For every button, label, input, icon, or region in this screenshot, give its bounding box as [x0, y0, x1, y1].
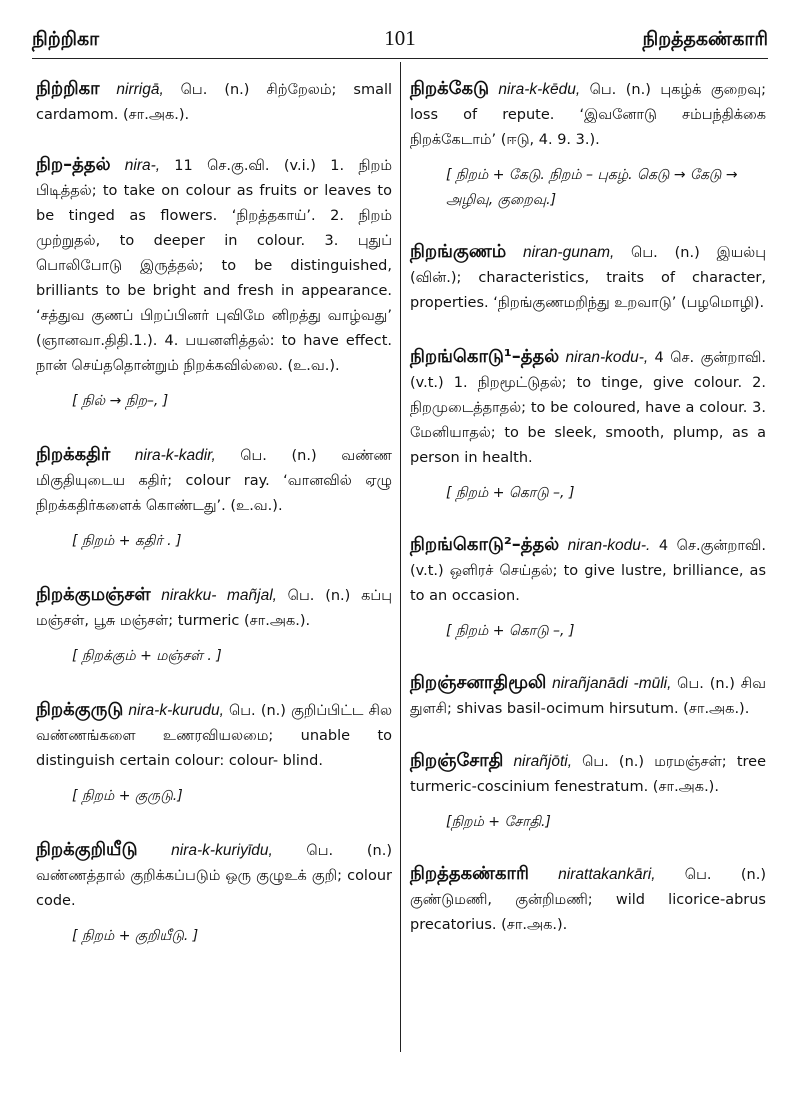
entry-transliteration: nira-k-kurudu,	[128, 702, 224, 719]
entry-headword: நிறங்குணம்	[410, 241, 507, 262]
entry-transliteration: nira-k-kēdu,	[498, 81, 581, 98]
entry-etymology: [ நிறம் + குருடு.]	[72, 788, 183, 804]
entry-transliteration: nira-k-kuriyīdu,	[171, 842, 273, 859]
entry-transliteration: nirattakankāri,	[558, 866, 656, 883]
entry-headword: நிறஞ்சோதி	[410, 750, 504, 771]
entry-definition: 4 செ.குன்றாவி. (v.t.) ஒளிரச் செய்தல்; to give lustre, brilliance, as to an occasion.	[410, 538, 766, 604]
running-head-left: நிற்றிகா	[32, 28, 100, 50]
entry-definition: பெ. (n.) சிற்றேலம்; small cardamom. (சா.அக.).	[36, 82, 393, 123]
left-column	[36, 64, 392, 949]
entry-definition: 11 செ.கு.வி. (v.i.) 1. நிறம் பிடித்தல்; to take on colour as fruits or leaves to be tinged as flowers. ‘நிறத்தகாய்’. 2. நிறம் முற்றுதல், to deeper in colour. 3. புதுப் பொலிபோடு இருத்தல்; to be distinguished, brilliants to be bright and fresh in appearance. ‘சத்துவ குணப் பிறப்பினர் புவிமே னிறத்து வாழ்வது’ (ஞானவா.திதி.1.). 4. பயனளித்தல்: to have effect. நான் செய்ததொன்றும் நிறக்கவில்லை. (உ.வ.).	[36, 158, 392, 374]
right-column	[410, 64, 766, 938]
entry-transliteration: niran-kodu-,	[565, 349, 649, 366]
entry-headword: நிறக்கேடு	[410, 78, 490, 99]
column-divider	[400, 62, 401, 1052]
dictionary-entry	[410, 344, 766, 471]
entry-headword: நிற–த்தல்	[36, 154, 111, 175]
dictionary-entry	[36, 442, 392, 519]
entry-definition: பெ. (n.) கப்பு மஞ்சள், பூசு மஞ்சள்; turmeric (சா.அக.).	[36, 588, 393, 629]
dictionary-entry	[410, 670, 766, 722]
entry-transliteration: nira-k-kadir,	[134, 447, 216, 464]
entry-etymology: [ நிறம் + கொடு –, ]	[446, 623, 575, 639]
entry-headword: நிறங்கொடு¹–த்தல்	[410, 346, 560, 367]
entry-transliteration: nirañjanādi -mūli,	[552, 675, 672, 692]
entry-transliteration: nira-,	[124, 157, 161, 174]
entry-headword: நிற்றிகா	[36, 78, 100, 99]
entry-etymology: [ நிறம் + கொடு –, ]	[446, 485, 575, 501]
dictionary-entry	[36, 76, 392, 128]
dictionary-entry	[36, 697, 392, 774]
entry-transliteration: nirakku- mañjal,	[161, 587, 277, 604]
entry-etymology: [நிறம் + சோதி.]	[446, 814, 551, 830]
entry-etymology: [ நிறம் + கேடு. நிறம் – புகழ். கெடு → கேடு → அழிவு, குறைவு.]	[446, 167, 738, 208]
entry-headword: நிறக்குருடு	[36, 699, 124, 720]
entry-etymology: [ நில் → நிற–, ]	[72, 393, 169, 409]
page-header	[32, 24, 768, 59]
entry-headword: நிறக்குமஞ்சள்	[36, 584, 151, 605]
entry-headword: நிறங்கொடு²–த்தல்	[410, 534, 560, 555]
entry-definition: பெ. (n.) சிவ துளசி; shivas basil-ocimum hirsutum. (சா.அக.).	[410, 676, 767, 717]
entry-headword: நிறக்குறியீடு	[36, 839, 138, 860]
entry-headword: நிறஞ்சனாதிமூலி	[410, 672, 547, 693]
entry-definition: பெ. (n.) இயல்பு (வின்.); characteristics, traits of character, properties. ‘நிறங்குணமறிந்து உறவாடு’ (பழமொழி).	[410, 245, 767, 311]
dictionary-entry	[410, 861, 766, 938]
entry-transliteration: niran-kodu-.	[567, 537, 651, 554]
entry-definition: 4 செ. குன்றாவி. (v.t.) 1. நிறமூட்டுதல்; to tinge, give colour. 2. நிறமுடைத்தாதல்; to be coloured, have a colour. 3. மேனியாதல்; to be sleek, smooth, plump, as a person in health.	[410, 350, 767, 466]
entry-transliteration: nirañjōti,	[513, 753, 573, 770]
entry-etymology: [ நிறக்கும் + மஞ்சள் . ]	[72, 648, 222, 664]
dictionary-entry	[410, 748, 766, 800]
entry-headword: நிறத்தகண்காரி	[410, 863, 529, 884]
entry-headword: நிறக்கதிர்	[36, 444, 111, 465]
entry-definition: பெ. (n.) மரமஞ்சள்; tree turmeric-coscinium fenestratum. (சா.அக.).	[410, 754, 766, 795]
dictionary-entry	[410, 532, 766, 609]
dictionary-entry	[410, 239, 766, 316]
entry-transliteration: nirrigā,	[116, 81, 164, 98]
dictionary-entry	[36, 582, 392, 634]
entry-definition: பெ. (n.) புகழ்க் குறைவு; loss of repute. ‘இவனோடு சம்பந்திக்கை நிறக்கேடாம்’ (ஈடு, 4. 9. 3.).	[410, 82, 767, 148]
entry-definition: பெ. (n.) குறிப்பிட்ட சில வண்ணங்களை உணரவியலமை; unable to distinguish certain colour: colour- blind.	[36, 703, 393, 769]
running-head-right: நிறத்தகண்காரி	[642, 28, 768, 50]
page-number: 101	[384, 26, 416, 50]
entry-definition: பெ. (n.) வண்ணத்தால் குறிக்கப்படும் ஒரு குழுஉக் குறி; colour code.	[36, 843, 392, 909]
entry-definition: பெ. (n.) வண்ண மிகுதியுடைய கதிர்; colour ray. ‘வானவில் ஏழு நிறக்கதிர்களைக் கொண்டது’. (உ.வ.).	[36, 448, 393, 514]
entry-etymology: [ நிறம் + குறியீடு. ]	[72, 928, 199, 944]
entry-transliteration: niran-gunam,	[522, 244, 615, 261]
entry-definition: பெ. (n.) குண்டுமணி, குன்றிமணி; wild licorice-abrus precatorius. (சா.அக.).	[410, 867, 767, 933]
dictionary-entry	[36, 152, 392, 379]
dictionary-entry	[410, 76, 766, 153]
entry-etymology: [ நிறம் + கதிர் . ]	[72, 533, 182, 549]
dictionary-entry	[36, 837, 392, 914]
